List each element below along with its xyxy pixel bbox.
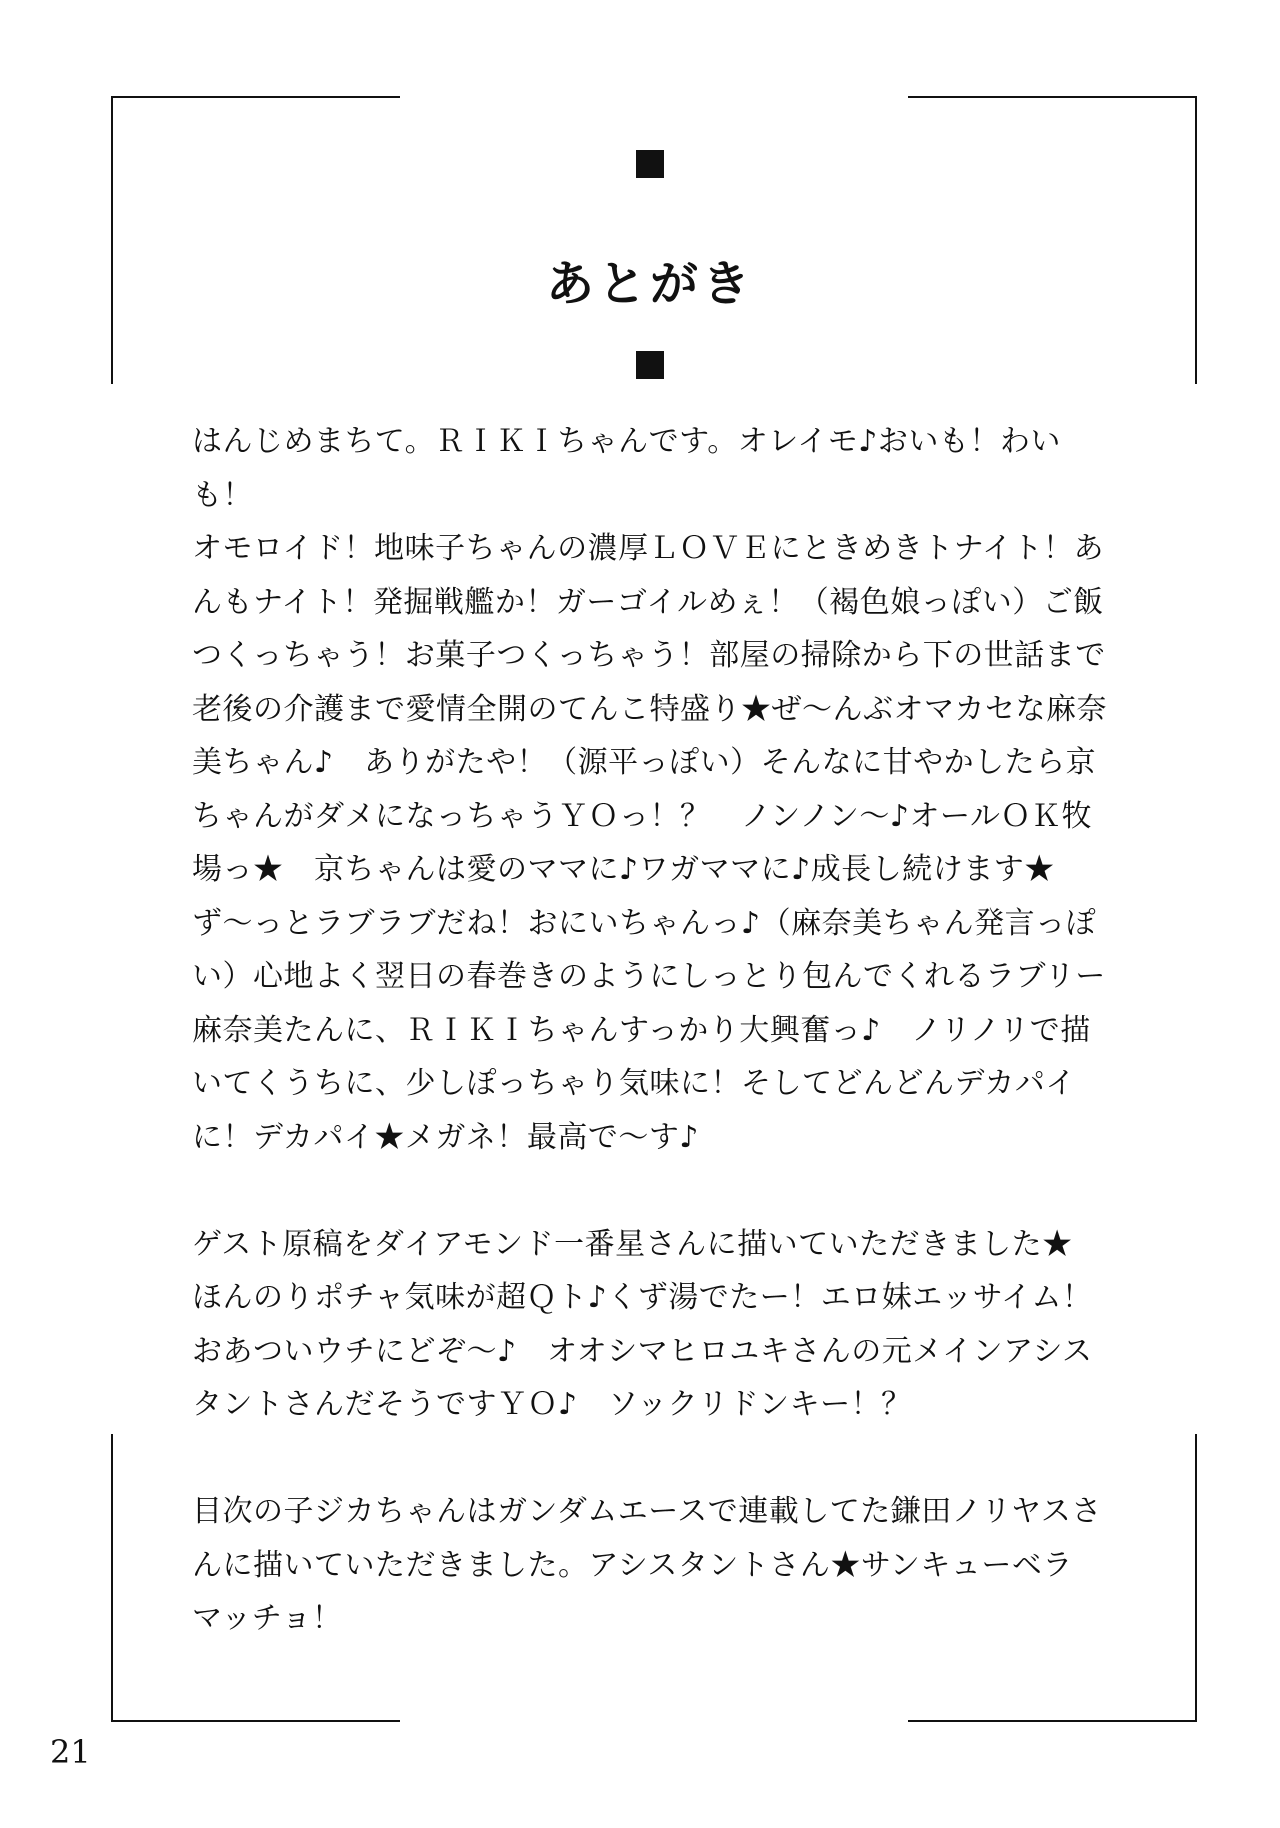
paragraph-2: ゲスト原稿をダイアモンド一番星さんに描いていただきました★ ほんのりポチャ気味が超Ｑト♪くず湯でたー！エロ妹エッサイム！ おあついウチにどぞ～♪ オオシマヒロユキさんの元メインアシス タントさんだそうですＹＯ♪ ソックリドンキー！？: [192, 1226, 1093, 1422]
square-ornament-top: [636, 150, 664, 178]
afterword-body: [192, 415, 1112, 1646]
paragraph-3: 目次の子ジカちゃんはガンダムエースで連載してた鎌田ノリヤスさ んに描いていただきました。アシスタントさん★サンキューベラ マッチョ！: [192, 1494, 1102, 1636]
page-title: あとがき: [545, 256, 754, 313]
square-ornament-bottom: [636, 351, 664, 379]
paragraph-1: はんじめまちて。ＲＩＫＩちゃんです。オレイモ♪おいも！わいも！ オモロイド！地味子ちゃんの濃厚ＬＯＶＥにときめきトナイト！あ んもナイト！発掘戦艦か！ガーゴイルめぇ！（褐色娘っぽい）ご飯 つくっちゃう！お菓子つくっちゃう！部屋の掃除から下の世話まで 老後の介護まで愛情全開のてんこ特盛り★ぜ～んぶオマカセな麻奈 美ちゃん♪ ありがたや！（源平っぽい）そんなに甘やかしたら京 ちゃんがダメになっちゃうＹＯっ！？ ノンノン～♪オールＯＫ牧 場っ★ 京ちゃんは愛のママに♪ワガママに♪成長し続けます★ ず～っとラブラブだね！おにいちゃんっ♪（麻奈美ちゃん発言っぽ い）心地よく翌日の春巻きのようにしっとり包んでくれるラブリー 麻奈美たんに、ＲＩＫＩちゃんすっかり大興奮っ♪ ノリノリで描 いてくうちに、少しぽっちゃり気味に！そしてどんどんデカパイ に！デカパイ★メガネ！最高で～す♪: [192, 424, 1107, 1155]
frame-corner-top-right: [908, 96, 1197, 384]
page-number: 21: [50, 1733, 91, 1771]
frame-corner-top-left: [111, 96, 400, 384]
